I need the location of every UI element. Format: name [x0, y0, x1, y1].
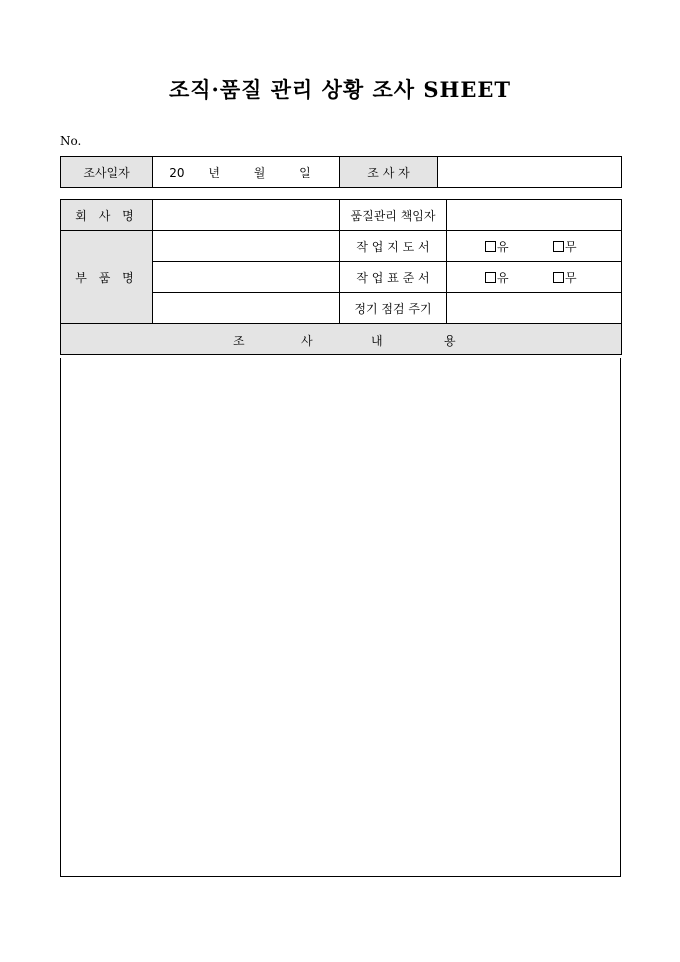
survey-content-header	[61, 324, 622, 355]
content-header-char: 내	[371, 334, 383, 348]
survey-date-field[interactable]	[153, 157, 340, 188]
periodic-inspection-label: 정기 점검 주기	[340, 293, 447, 324]
work-standard-yes-option[interactable]	[485, 269, 553, 286]
part-name-field-2[interactable]	[153, 262, 340, 293]
date-year-prefix: 20	[169, 165, 185, 180]
date-day-unit: 일	[299, 165, 311, 180]
work-standard-label: 작 업 표 준 서	[340, 262, 447, 293]
checkbox-icon	[485, 241, 496, 252]
surveyor-field[interactable]	[438, 157, 622, 188]
option-no-label: 무	[565, 239, 577, 254]
survey-content-area[interactable]	[60, 358, 621, 877]
content-header-row	[61, 324, 622, 355]
work-instruction-label: 작 업 지 도 서	[340, 231, 447, 262]
part-name-field-3[interactable]	[153, 293, 340, 324]
survey-date-label: 조사일자	[61, 157, 153, 188]
date-month-unit: 월	[253, 165, 266, 180]
company-name-label: 회 사 명	[61, 200, 153, 231]
qm-manager-field[interactable]	[447, 200, 622, 231]
content-header-char: 용	[444, 334, 456, 348]
survey-info-row	[61, 157, 622, 188]
content-header-char: 사	[301, 334, 313, 348]
company-row	[61, 200, 622, 231]
work-standard-no-option[interactable]	[553, 269, 583, 286]
periodic-inspection-field[interactable]	[447, 293, 622, 324]
checkbox-icon	[553, 241, 564, 252]
company-name-field[interactable]	[153, 200, 340, 231]
part-name-field-1[interactable]	[153, 231, 340, 262]
option-yes-label: 유	[497, 270, 509, 285]
qm-manager-label: 품질관리 책임자	[340, 200, 447, 231]
survey-info-table	[60, 156, 622, 188]
surveyor-label: 조 사 자	[340, 157, 438, 188]
part-name-label: 부 품 명	[61, 231, 153, 324]
work-instruction-row	[61, 231, 622, 262]
option-no-label: 무	[565, 270, 577, 285]
page-title: 조직·품질 관리 상황 조사 SHEET	[168, 77, 512, 102]
work-standard-options	[447, 262, 622, 293]
work-instruction-no-option[interactable]	[553, 238, 583, 255]
work-instruction-yes-option[interactable]	[485, 238, 553, 255]
option-yes-label: 유	[497, 239, 509, 254]
company-info-table	[60, 199, 622, 355]
content-header-char: 조	[233, 334, 245, 348]
checkbox-icon	[553, 272, 564, 283]
document-number-label: No.	[60, 134, 82, 148]
date-year-unit: 년	[208, 165, 220, 180]
work-instruction-options	[447, 231, 622, 262]
checkbox-icon	[485, 272, 496, 283]
